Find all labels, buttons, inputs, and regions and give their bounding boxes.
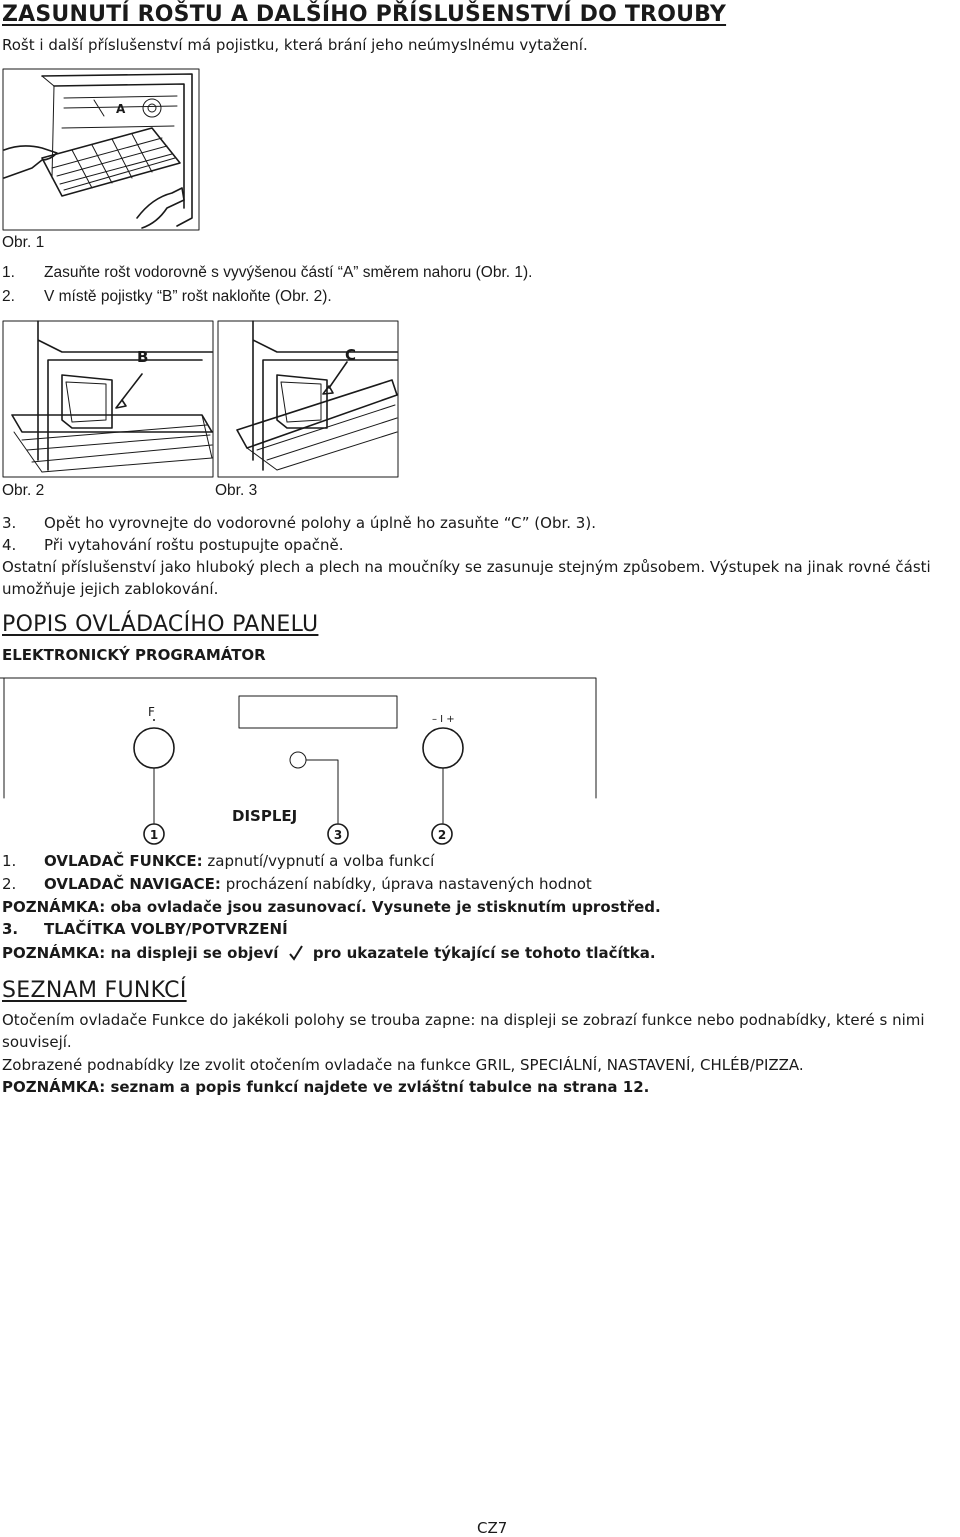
intro-text: Rošt i další příslušenství má pojistku, která brání jeho neúmyslnému vytažení. bbox=[2, 36, 588, 54]
figure-3-rack-insert bbox=[217, 320, 399, 478]
control-item-3-number: 3. bbox=[2, 920, 19, 938]
step-1-number: 1. bbox=[2, 264, 15, 281]
step-4-text: Při vytahování roštu postupujte opačně. bbox=[44, 536, 344, 554]
select-confirm-button bbox=[290, 752, 306, 768]
checkmark-icon bbox=[288, 945, 304, 961]
step-2 bbox=[2, 288, 332, 306]
functions-para-2: Zobrazené podnabídky lze zvolit otočením ovladače na funkce GRIL, SPECIÁLNÍ, NASTAVENÍ, CHLÉB/PIZZA. bbox=[2, 1056, 804, 1074]
control-item-1-name: OVLADAČ FUNKCE: bbox=[44, 852, 203, 870]
display-label: DISPLEJ bbox=[232, 807, 298, 825]
display-note-part-2: pro ukazatele týkající se tohoto tlačítka. bbox=[312, 944, 656, 962]
step-3 bbox=[2, 514, 596, 532]
figure-1-caption: Obr. 1 bbox=[2, 234, 45, 251]
svg-text:3: 3 bbox=[333, 828, 343, 842]
function-knob-label: F bbox=[148, 705, 155, 719]
section-title-rack: ZASUNUTÍ ROŠTU A DALŠÍHO PŘÍSLUŠENSTVÍ DO TROUBY bbox=[2, 2, 727, 27]
step-4-number: 4. bbox=[2, 536, 17, 554]
figure-1-label-a: A bbox=[116, 102, 126, 116]
figure-2-caption: Obr. 2 bbox=[2, 482, 45, 499]
navigation-knob-label: – I + bbox=[432, 714, 455, 725]
step-4 bbox=[2, 536, 344, 554]
control-item-2 bbox=[2, 875, 592, 893]
figure-2-rack-tilt bbox=[2, 320, 214, 478]
step-1 bbox=[2, 264, 532, 282]
functions-para-1-line-2: souvisejí. bbox=[2, 1033, 72, 1051]
knob-note: POZNÁMKA: oba ovladače jsou zasunovací. Vysunete je stisknutím uprostřed. bbox=[2, 898, 661, 916]
control-panel-subtitle: ELEKTRONICKÝ PROGRAMÁTOR bbox=[2, 646, 266, 664]
control-item-1-number: 1. bbox=[2, 852, 17, 870]
control-item-1-text: zapnutí/vypnutí a volba funkcí bbox=[202, 852, 435, 870]
functions-note: POZNÁMKA: seznam a popis funkcí najdete ve zvláštní tabulce na strana 12. bbox=[2, 1078, 650, 1096]
control-item-2-name: OVLADAČ NAVIGACE: bbox=[44, 875, 221, 893]
step-3-text: Opět ho vyrovnejte do vodorovné polohy a úplně ho zasuňte “C” (Obr. 3). bbox=[44, 514, 596, 532]
display-note bbox=[2, 944, 656, 962]
step-2-text: V místě pojistky “B” rošt nakloňte (Obr. 2). bbox=[44, 288, 332, 305]
control-item-3 bbox=[2, 920, 288, 938]
svg-text:2: 2 bbox=[437, 828, 447, 842]
control-item-3-name: TLAČÍTKA VOLBY/POTVRZENÍ bbox=[44, 920, 288, 938]
control-item-1 bbox=[2, 852, 434, 870]
step-2-number: 2. bbox=[2, 288, 15, 305]
step-1-text: Zasuňte rošt vodorovně s vyvýšenou částí “A” směrem nahoru (Obr. 1). bbox=[44, 264, 533, 281]
section-title-control-panel: POPIS OVLÁDACÍHO PANELU bbox=[2, 612, 319, 637]
navigation-knob bbox=[423, 728, 463, 768]
display-window bbox=[239, 696, 397, 728]
figure-2-label-b: B bbox=[137, 348, 149, 366]
figure-3-label-c: C bbox=[345, 346, 357, 364]
function-knob bbox=[134, 728, 174, 768]
section-title-functions: SEZNAM FUNKCÍ bbox=[2, 978, 187, 1003]
control-item-2-text: procházení nabídky, úprava nastavených hodnot bbox=[220, 875, 592, 893]
display-note-part-1: POZNÁMKA: na displeji se objeví bbox=[2, 944, 279, 962]
control-panel-diagram bbox=[0, 672, 620, 852]
figure-3-caption: Obr. 3 bbox=[215, 482, 258, 499]
accessory-note-line-1: Ostatní příslušenství jako hluboký plech a plech na moučníky se zasunuje stejným způsobem. Výstupek na jinak rovné části bbox=[2, 558, 931, 576]
page-number: CZ7 bbox=[477, 1519, 508, 1537]
accessory-note-line-2: umožňuje jejich zablokování. bbox=[2, 580, 219, 598]
control-item-2-number: 2. bbox=[2, 875, 17, 893]
step-3-number: 3. bbox=[2, 514, 17, 532]
functions-para-1-line-1: Otočením ovladače Funkce do jakékoli polohy se trouba zapne: na displeji se zobrazí funkce nebo podnabídky, které s nimi bbox=[2, 1011, 925, 1029]
svg-text:1: 1 bbox=[149, 828, 159, 842]
figure-1-oven-rack bbox=[2, 68, 200, 231]
